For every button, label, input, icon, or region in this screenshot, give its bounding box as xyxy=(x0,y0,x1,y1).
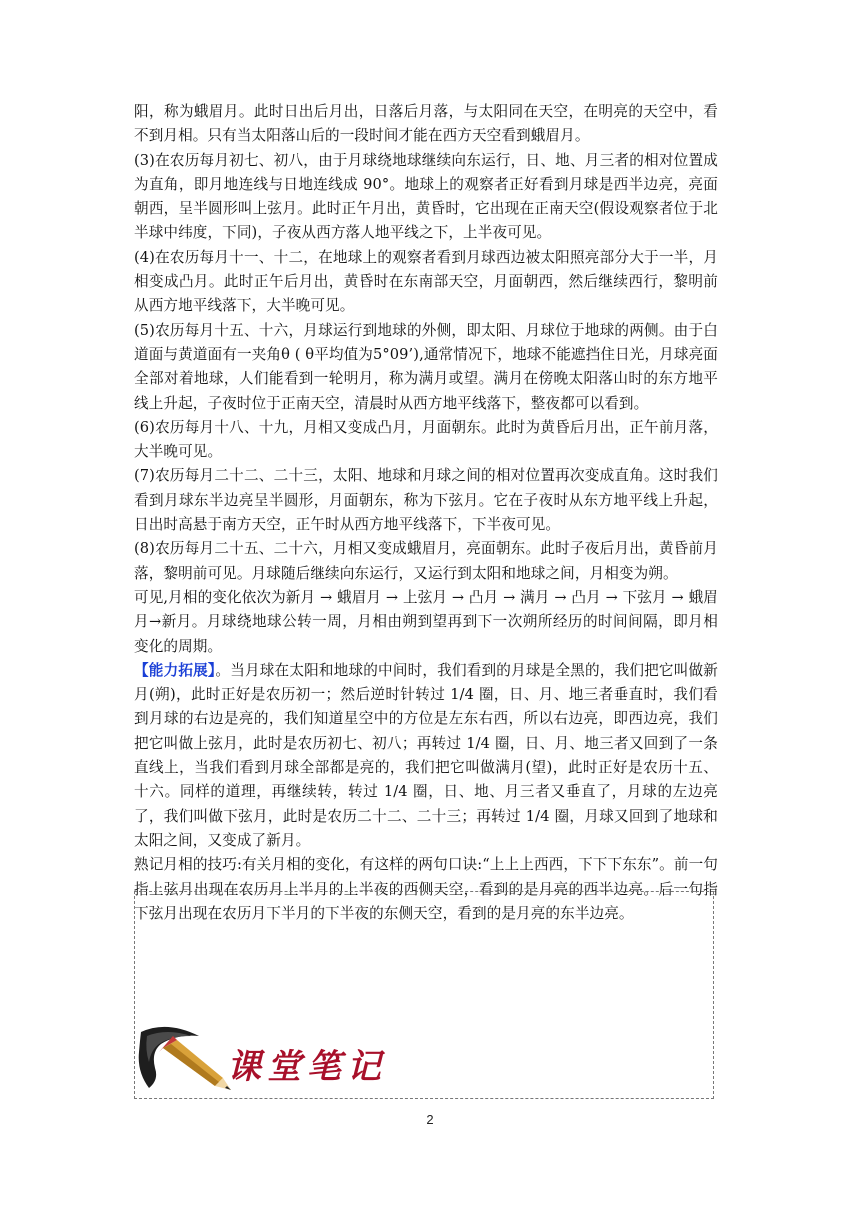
ability-label: 【能力拓展】 xyxy=(134,661,216,679)
paragraph-7: (7)农历每月二十二、二十三，太阳、地球和月球之间的相对位置再次变成直角。这时我们看到月球东半边亮呈半圆形，月面朝东，称为下弦月。它在子夜时从东方地平线上升起，日出时高悬于南方天空，正午时从西方地平线落下，下半夜可见。 xyxy=(134,467,718,534)
paragraph-8: (8)农历每月二十五、二十六，月相又变成蛾眉月，亮面朝东。此时子夜后月出，黄昏前月落，黎明前可见。月球随后继续向东运行，又运行到太阳和地球之间，月相变为朔。 xyxy=(134,540,718,582)
paragraph-6: (6)农历每月十八、十九，月相又变成凸月，月面朝东。此时为黄昏后月出，正午前月落，大半晚可见。 xyxy=(134,418,718,461)
pencil-icon xyxy=(137,1022,237,1092)
paragraph-ability xyxy=(134,659,718,853)
paragraph-3: (3)在农历每月初七、初八，由于月球绕地球继续向东运行，日、地、月三者的相对位置成为直角，即月地连线与日地连线成 90°。地球上的观察者正好看到月球是西半边亮，亮面朝西，呈半圆形叫上弦月。此时正午月出，黄昏时，它出现在正南天空(假设观察者位于北半球中纬度，下同)，子夜从西方落人地平线之下，上半夜可见。 xyxy=(134,151,718,242)
paragraph-sequence: 可见,月相的变化依次为新月 → 蛾眉月 → 上弦月 → 凸月 → 满月 → 凸月 → 下弦月 → 蛾眉月→新月。月球绕地球公转一周，月相由朔到望再到下一次朔所经历的时间间隔，即月相变化的周期。 xyxy=(134,588,718,655)
page-number: 2 xyxy=(426,1112,434,1127)
body-text xyxy=(134,100,718,926)
class-notes-logo xyxy=(137,1022,427,1092)
paragraph-tips: 熟记月相的技巧:有关月相的变化，有这样的两句口诀:“上上上西西，下下下东东”。前一句指上弦月出现在农历月上半月的上半夜的西侧天空，看到的是月亮的西半边亮。后一句指下弦月出现在农历月下半月的下半夜的东侧天空，看到的是月亮的东半边亮。 xyxy=(134,856,718,922)
class-notes-box[interactable] xyxy=(134,891,714,1099)
class-notes-title: 课堂笔记 xyxy=(227,1047,387,1087)
ability-text: 。当月球在太阳和地球的中间时，我们看到的月球是全黑的，我们把它叫做新月(朔)，此时正好是农历初一；然后逆时针转过 1/4 圈，日、月、地三者垂直时，我们看到月球的右边是亮的，我们知道星空中的方位是左东右西，所以右边亮，即西边亮，我们把它叫做上弦月，此时是农历初七、初八；再转过 1/4 圈，日、月、地三者又回到了一条直线上，当我们看到月球全部都是亮的，我们把它叫做满月(望)，此时正好是农历十五、十六。同样的道理，再继续转，转过 1/4 圈，日、地、月三者又垂直了，月球的左边亮了，我们叫做下弦月，此时是农历二十二、二十三；再转过 1/4 圈，月球又回到了地球和太阳之间，又变成了新月。 xyxy=(134,661,718,849)
paragraph-5: (5)农历每月十五、十六，月球运行到地球的外侧，即太阳、月球位于地球的两侧。由于白道面与黄道面有一夹角θ ( θ平均值为5°09’),通常情况下，地球不能遮挡住日光，月球亮面全部对着地球，人们能看到一轮明月，称为满月或望。满月在傍晚太阳落山时的东方地平线上升起，子夜时位于正南天空，清晨时从西方地平线落下，整夜都可以看到。 xyxy=(134,321,718,412)
paragraph-continuation: 阳，称为蛾眉月。此时日出后月出，日落后月落，与太阳同在天空，在明亮的天空中，看不到月相。只有当太阳落山后的一段时间才能在西方天空看到蛾眉月。 xyxy=(134,103,718,145)
paragraph-4: (4)在农历每月十一、十二，在地球上的观察者看到月球西边被太阳照亮部分大于一半，月相变成凸月。此时正午后月出，黄昏时在东南部天空，月面朝西，然后继续西行，黎明前从西方地平线落下，大半晚可见。 xyxy=(134,248,718,315)
